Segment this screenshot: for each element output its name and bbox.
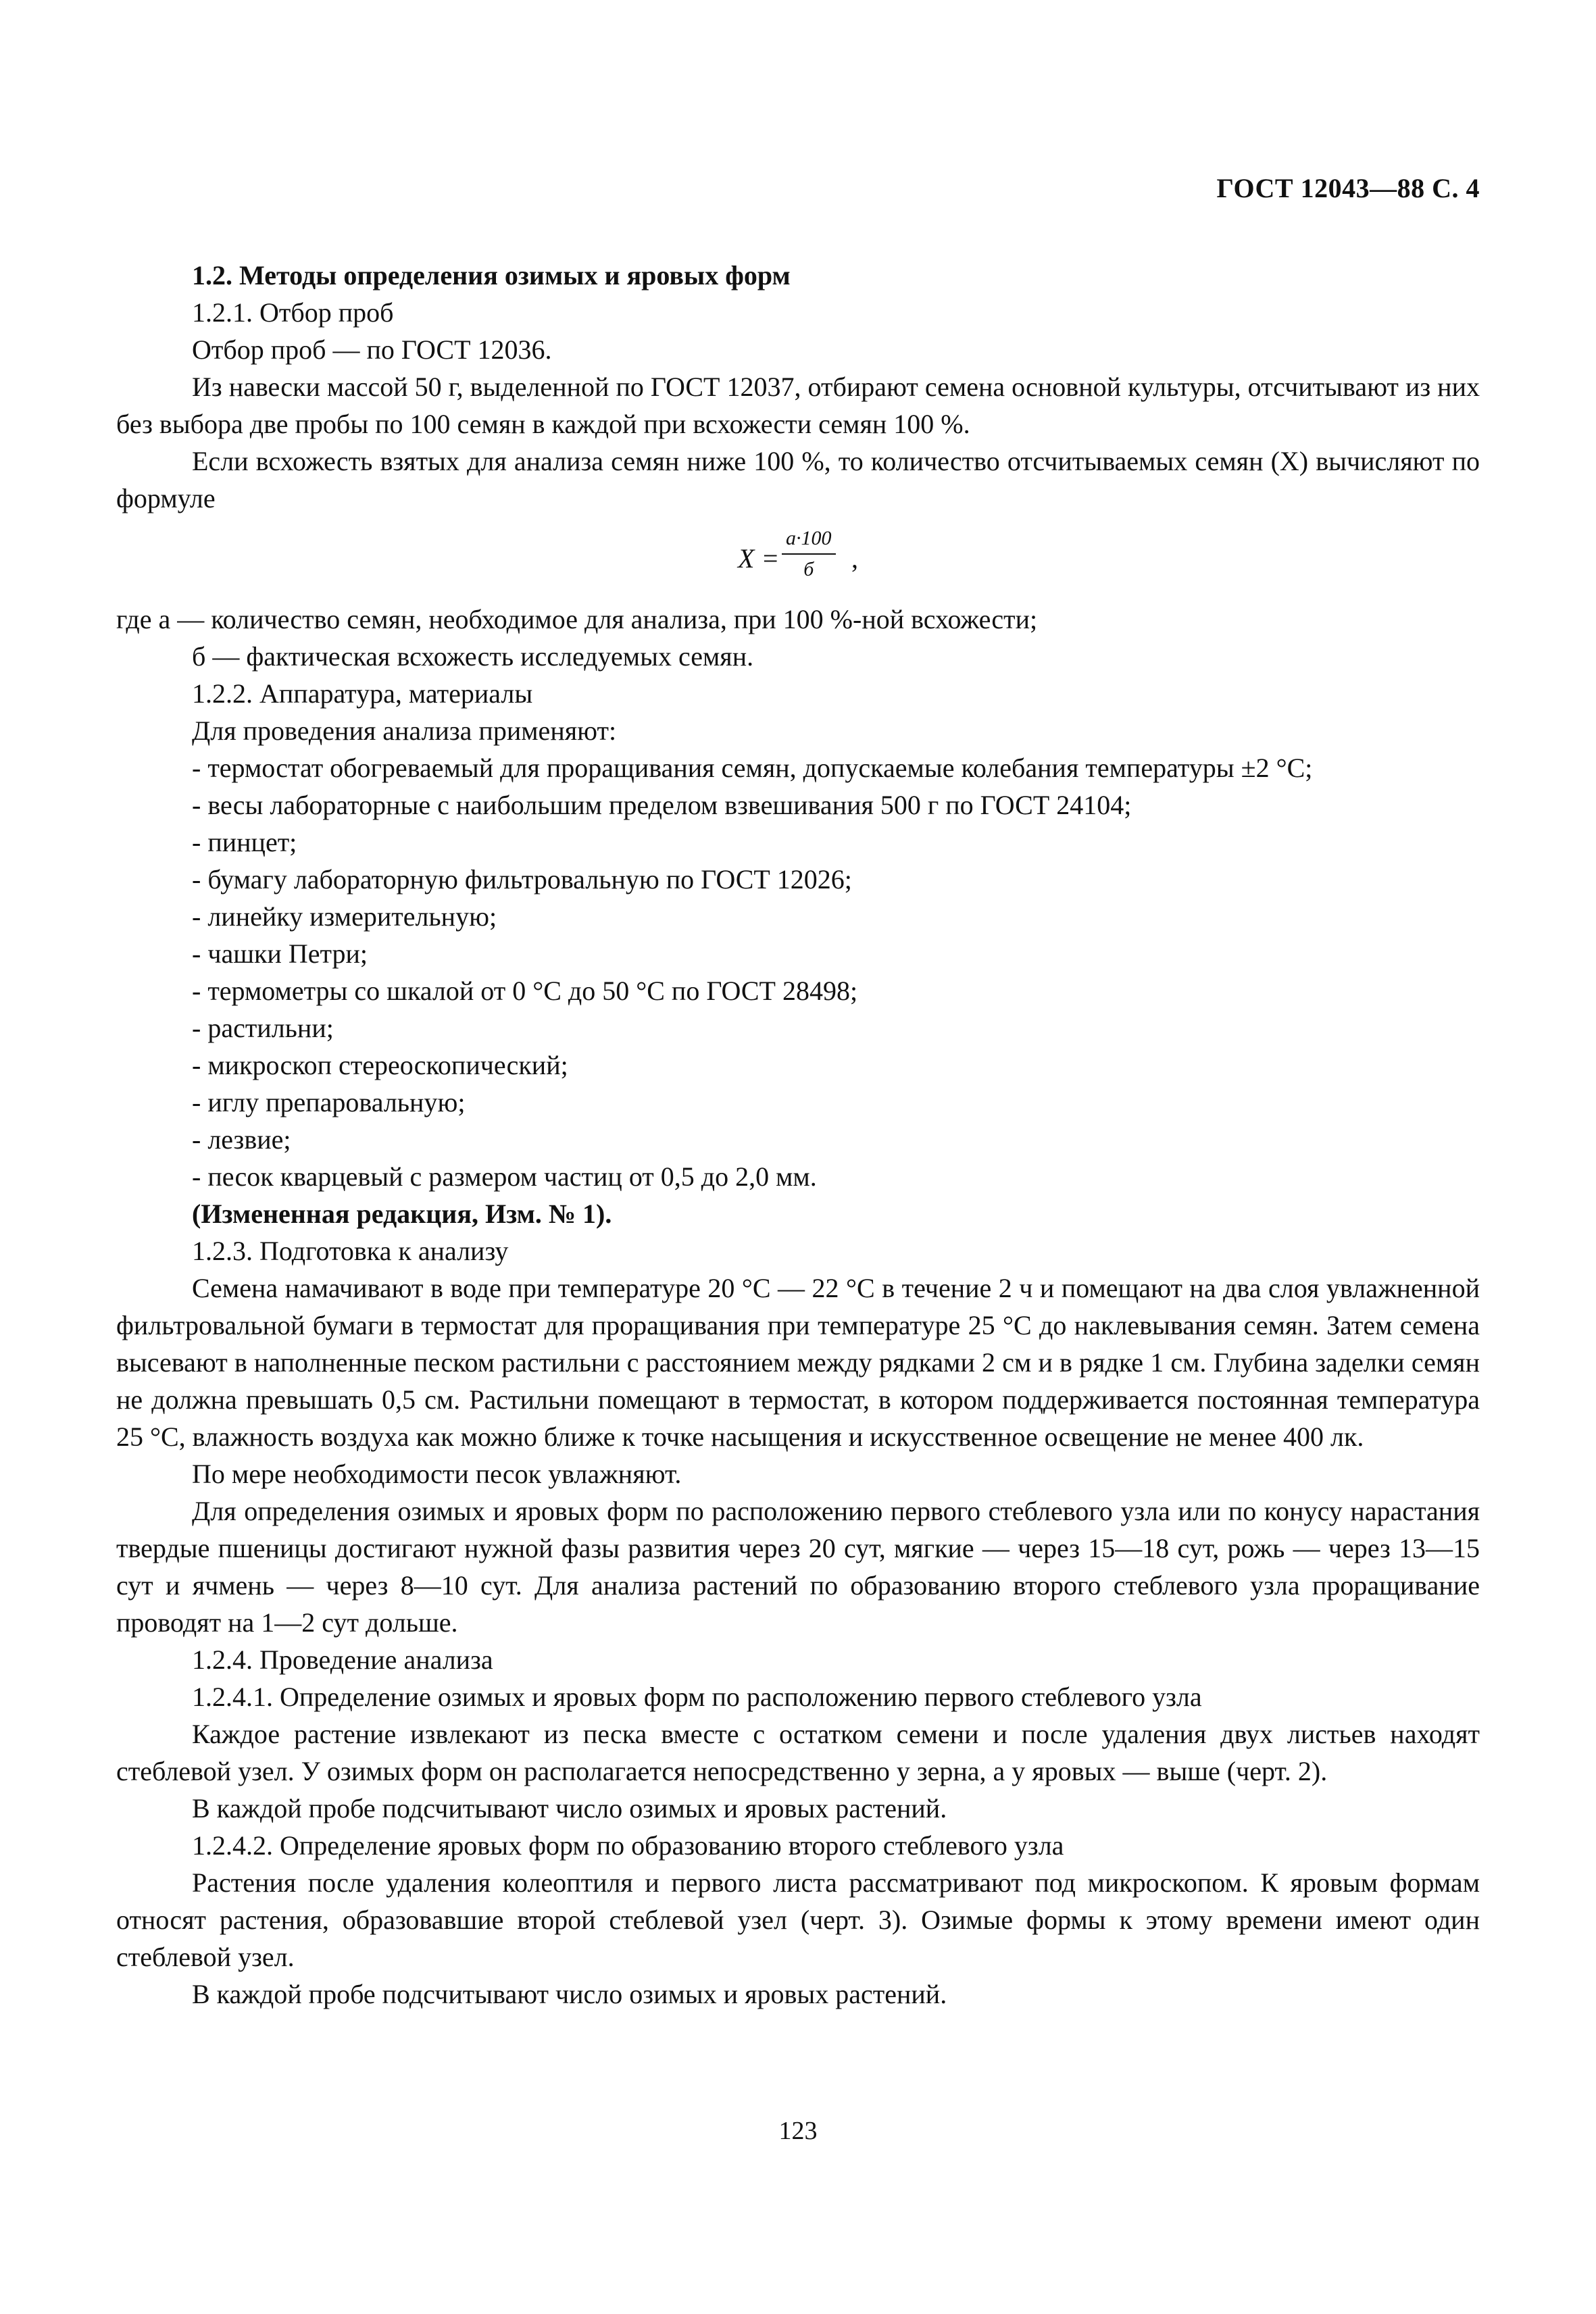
page-number: 123	[778, 2117, 818, 2145]
formula-trailing: ,	[851, 543, 858, 574]
formula-fraction	[782, 525, 836, 583]
formula-lhs: X =	[738, 543, 780, 574]
subsection-heading-1-2-3: 1.2.3. Подготовка к анализу	[192, 1236, 509, 1266]
paragraph-analysis-3: Растения после удаления колеоптиля и первого листа рассматривают под микроскопом. К яровым формам относят растения, образовавшие второй стеблевой узел (черт. 3). Озимые формы к этому времени имеют один стеблевой узел.	[116, 1867, 1480, 1972]
equipment-item: - термостат обогреваемый для проращивания семян, допускаемые колебания температуры ±2 °С;	[192, 753, 1313, 783]
paragraph-formula-intro: Если всхожесть взятых для анализа семян ниже 100 %, то количество отсчитываемых семян (X) вычисляют по формуле	[116, 446, 1480, 513]
amendment-note: (Измененная редакция, Изм. № 1).	[192, 1199, 612, 1229]
where-line-a: где а — количество семян, необходимое для анализа, при 100 %-ной всхожести;	[116, 604, 1038, 634]
equipment-item: - бумагу лабораторную фильтровальную по ГОСТ 12026;	[192, 864, 852, 895]
subsection-heading-1-2-4: 1.2.4. Проведение анализа	[192, 1644, 493, 1675]
paragraph-sample-weight: Из навески массой 50 г, выделенной по ГОСТ 12037, отбирают семена основной культуры, отсчитывают из них без выбора две пробы по 100 семян в каждой при всхожести семян 100 %.	[116, 372, 1480, 439]
formula-x	[116, 525, 1480, 595]
page-header: ГОСТ 12043—88 С. 4	[1216, 173, 1480, 203]
formula-denominator: б	[803, 558, 814, 580]
paragraph-preparation-1: Семена намачивают в воде при температуре 20 °С — 22 °С в течение 2 ч и помещают на два слоя увлажненной фильтровальной бумаги в термостат для проращивания при температуре 25 °С до наклевывания семян. Затем семена высевают в наполненные песком растильни с расстоянием между рядками 2 см и в рядке 1 см. Глубина заделки семян не должна превышать 0,5 см. Растильни помещают в термостат, в котором поддерживается постоянная температура 25 °С, влажность воздуха как можно ближе к точке насыщения и искусственное освещение не менее 400 лк.	[116, 1273, 1480, 1452]
equipment-item: - иглу препаровальную;	[192, 1087, 466, 1117]
equipment-item: - термометры со шкалой от 0 °С до 50 °С по ГОСТ 28498;	[192, 976, 858, 1006]
paragraph-sampling: Отбор проб — по ГОСТ 12036.	[192, 334, 552, 365]
where-line-b: б — фактическая всхожесть исследуемых семян.	[192, 641, 754, 672]
paragraph-analysis-4: В каждой пробе подсчитывают число озимых и яровых растений.	[192, 1979, 947, 2009]
paragraph-analysis-1: Каждое растение извлекают из песка вместе с остатком семени и после удаления двух листьев находят стеблевой узел. У озимых форм он располагается непосредственно у зерна, а у яровых — выше (черт. 2).	[116, 1719, 1480, 1786]
formula-numerator: a·100	[782, 525, 836, 555]
paragraph-analysis-2: В каждой пробе подсчитывают число озимых и яровых растений.	[192, 1793, 947, 1823]
subsection-heading-1-2-4-1: 1.2.4.1. Определение озимых и яровых форм по расположению первого стеблевого узла	[192, 1682, 1202, 1712]
equipment-item: - лезвие;	[192, 1124, 291, 1155]
section-heading-1-2: 1.2. Методы определения озимых и яровых форм	[192, 260, 791, 291]
paragraph-preparation-3: Для определения озимых и яровых форм по расположению первого стеблевого узла или по конусу нарастания твердые пшеницы достигают нужной фазы развития через 20 сут, мягкие — через 15—18 сут, рожь — через 13—15 сут и ячмень — через 8—10 сут. Для анализа растений по образованию второго стеблевого узла проращивание проводят на 1—2 сут дольше.	[116, 1496, 1480, 1638]
equipment-item: - линейку измерительную;	[192, 901, 497, 932]
equipment-intro: Для проведения анализа применяют:	[192, 715, 617, 746]
equipment-item: - микроскоп стереоскопический;	[192, 1050, 568, 1080]
equipment-item: - весы лабораторные с наибольшим пределом взвешивания 500 г по ГОСТ 24104;	[192, 790, 1132, 820]
document-body	[116, 257, 1480, 2013]
subsection-heading-1-2-4-2: 1.2.4.2. Определение яровых форм по образованию второго стеблевого узла	[192, 1830, 1064, 1861]
subsection-heading-1-2-2: 1.2.2. Аппаратура, материалы	[192, 678, 533, 709]
paragraph-preparation-2: По мере необходимости песок увлажняют.	[192, 1459, 682, 1489]
equipment-item: - песок кварцевый с размером частиц от 0,5 до 2,0 мм.	[192, 1161, 817, 1192]
equipment-item: - растильни;	[192, 1013, 334, 1043]
subsection-heading-1-2-1: 1.2.1. Отбор проб	[192, 297, 394, 328]
equipment-item: - чашки Петри;	[192, 938, 368, 969]
equipment-item: - пинцет;	[192, 827, 297, 857]
